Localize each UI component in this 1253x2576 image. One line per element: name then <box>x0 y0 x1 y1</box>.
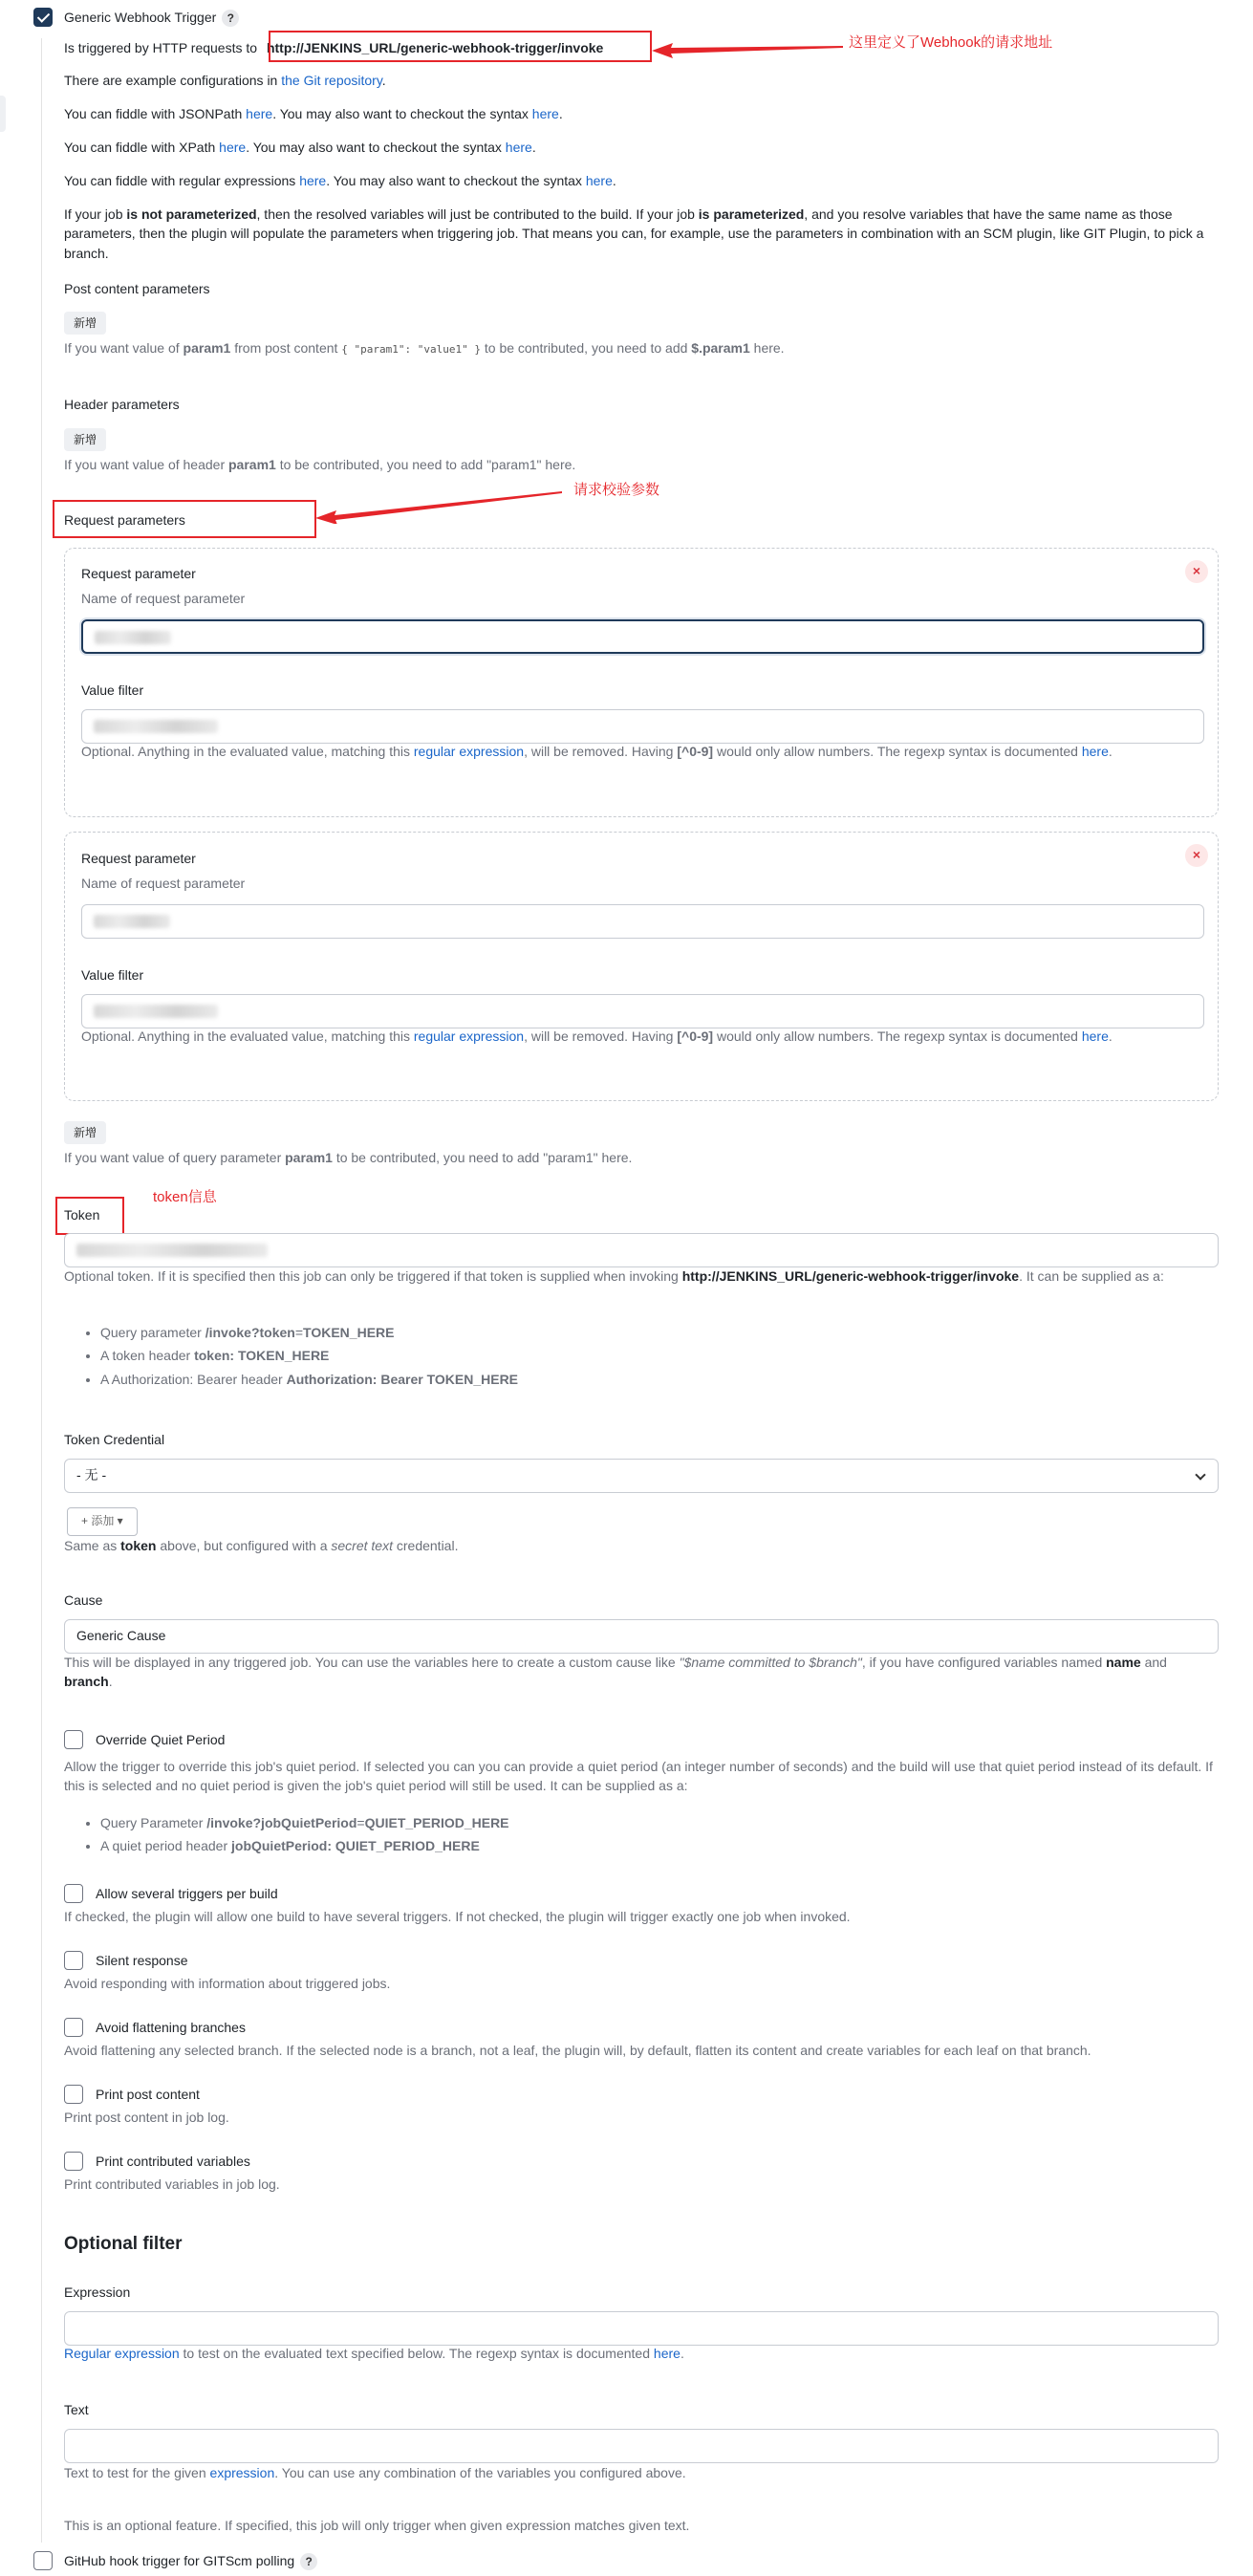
optional-filter-footer: This is an optional feature. If specified, this job will only trigger when given expression matches given text. <box>64 2518 690 2533</box>
cause-hint-branch: branch <box>64 1674 109 1690</box>
token-bullet-2-b: token: TOKEN_HERE <box>194 1348 330 1364</box>
token-bullet-3-a: A Authorization: Bearer header <box>100 1371 283 1387</box>
post-hint-4: here. <box>753 340 785 356</box>
param-desc-3: , and you resolve variables that have the same name as those parameters, then the plugin will populate the parameters when triggering job. That means you can, for example, use the parameters in combination with an SCM plugin, like GIT Plugin, to pick a branch. <box>64 206 1204 261</box>
silent-response-label[interactable]: Silent response <box>96 1953 188 1968</box>
remove-request-parameter-1-button[interactable]: × <box>1185 560 1208 583</box>
generic-webhook-trigger-checkbox[interactable] <box>33 8 53 27</box>
list-item <box>100 1323 518 1342</box>
examples-period: . <box>381 73 386 88</box>
request-parameter-block-2 <box>64 832 1219 1101</box>
cause-hint-and: and <box>1144 1655 1167 1670</box>
override-quiet-period-label[interactable]: Override Quiet Period <box>96 1732 226 1747</box>
post-content-label: Post content parameters <box>64 281 210 296</box>
token-credential-selected: - 无 - <box>76 1467 107 1483</box>
text-label: Text <box>64 2402 89 2417</box>
xpath-period: . <box>531 140 536 155</box>
token-label: Token <box>64 1207 100 1223</box>
cause-hint-1: This will be displayed in any triggered job. You can use the variables here to create a custom cause like <box>64 1655 676 1670</box>
help-icon[interactable]: ? <box>300 2553 317 2570</box>
regex-prefix: You can fiddle with regular expressions <box>64 173 296 188</box>
xpath-syntax-link[interactable]: here <box>505 140 532 155</box>
filter-hint-3: would only allow numbers. The regexp syntax is documented <box>716 744 1078 759</box>
regex-period: . <box>612 173 616 188</box>
quiet-period-methods-list <box>64 1813 509 1860</box>
filter-hint-2: , will be removed. Having <box>524 1028 674 1044</box>
expression-label: Expression <box>64 2284 131 2300</box>
print-contributed-variables-label[interactable]: Print contributed variables <box>96 2154 250 2169</box>
examples-prefix: There are example configurations in <box>64 73 278 88</box>
credential-hint-token: token <box>120 1538 157 1553</box>
xpath-prefix: You can fiddle with XPath <box>64 140 216 155</box>
request-params-add-button[interactable]: 新增 <box>64 1121 106 1144</box>
request-parameter-2-filter-label: Value filter <box>81 967 144 983</box>
token-credential-select[interactable] <box>64 1459 1219 1493</box>
header-params-add-button[interactable]: 新增 <box>64 428 106 451</box>
annotation-box-token <box>55 1197 124 1235</box>
filter-hint-period: . <box>1108 1028 1113 1044</box>
token-credential-hint <box>64 1536 1211 1555</box>
chevron-down-icon <box>1195 1469 1205 1480</box>
trigger-url: http://JENKINS_URL/generic-webhook-trigger/invoke <box>266 40 604 55</box>
redacted-value <box>94 1005 218 1018</box>
jsonpath-period: . <box>558 106 563 121</box>
annotation-arrow-request <box>315 486 564 524</box>
text-hint <box>64 2463 1211 2482</box>
regular-expression-link[interactable]: regular expression <box>413 744 525 759</box>
request-parameter-2-filter-input[interactable] <box>81 994 1204 1028</box>
silent-response-checkbox[interactable] <box>64 1951 83 1970</box>
token-methods-list <box>64 1323 518 1393</box>
post-hint-path: $.param1 <box>691 340 750 356</box>
trigger-url-prefix: Is triggered by HTTP requests to <box>64 40 258 55</box>
filter-hint-1: Optional. Anything in the evaluated value, matching this <box>81 744 410 759</box>
request-parameter-1-filter-input[interactable] <box>81 709 1204 744</box>
quiet-bullet-2-a: A quiet period header <box>100 1838 228 1854</box>
xpath-line <box>64 138 1211 157</box>
request-parameter-1-filter-hint <box>81 742 1209 761</box>
list-item <box>100 1813 509 1832</box>
override-quiet-period-hint: Allow the trigger to override this job's quiet period. If selected you can you can provide a quiet period (an integer number of seconds) and the build will use that quiet period instead of its default. If this is selected and no quiet period is given the job's quiet period will still be used. It can be supplied as a: <box>64 1759 1213 1794</box>
git-repository-link[interactable]: the Git repository <box>281 73 382 88</box>
request-parameter-1-name-input[interactable] <box>81 619 1204 654</box>
token-bullet-1-c: = <box>294 1325 304 1340</box>
request-params-hint <box>64 1148 1211 1167</box>
param-desc-2: , then the resolved variables will just be contributed to the build. If your job <box>256 206 695 222</box>
jsonpath-line <box>64 104 1211 123</box>
side-panel-tab <box>0 96 6 132</box>
cause-label: Cause <box>64 1592 103 1608</box>
token-bullet-1-a: Query parameter <box>100 1325 202 1340</box>
credential-hint-1: Same as <box>64 1538 118 1553</box>
token-credential-label: Token Credential <box>64 1432 165 1447</box>
expression-syntax-link[interactable]: here <box>653 2346 681 2361</box>
header-hint-1: If you want value of header <box>64 457 226 472</box>
quiet-bullet-1-c: = <box>356 1815 365 1830</box>
regular-expression-link[interactable]: regular expression <box>413 1028 525 1044</box>
request-hint-1: If you want value of query parameter <box>64 1150 282 1165</box>
filter-hint-1: Optional. Anything in the evaluated value, matching this <box>81 1028 410 1044</box>
request-parameter-1-name-label: Name of request parameter <box>81 591 246 606</box>
token-hint-url: http://JENKINS_URL/generic-webhook-trigger/invoke <box>681 1268 1020 1284</box>
avoid-flattening-hint: Avoid flattening any selected branch. If the selected node is a branch, not a leaf, the plugin will, by default, flatten its content and create variables for each leaf on that branch. <box>64 2043 1091 2058</box>
header-hint-2: to be contributed, you need to add "param1" here. <box>279 457 576 472</box>
filter-hint-2: , will be removed. Having <box>524 744 674 759</box>
token-hint-2: . It can be supplied as a: <box>1019 1268 1164 1284</box>
request-hint-2: to be contributed, you need to add "param1" here. <box>335 1150 633 1165</box>
filter-hint-3: would only allow numbers. The regexp syntax is documented <box>716 1028 1078 1044</box>
post-hint-param: param1 <box>183 340 231 356</box>
token-input[interactable] <box>64 1233 1219 1267</box>
generic-webhook-trigger-title <box>64 8 239 27</box>
annotation-box-request <box>53 500 316 538</box>
param-desc-1: If your job <box>64 206 123 222</box>
regular-expression-link[interactable]: Regular expression <box>64 2346 180 2361</box>
cause-hint <box>64 1653 1216 1692</box>
github-hook-trigger-checkbox[interactable] <box>33 2551 53 2570</box>
expression-hint <box>64 2344 1211 2363</box>
expr-hint-end: . <box>680 2346 684 2361</box>
regex-syntax-text: . You may also want to checkout the syntax <box>326 173 582 188</box>
examples-line <box>64 71 1211 90</box>
filter-hint-period: . <box>1108 744 1113 759</box>
header-params-hint <box>64 455 1211 474</box>
request-parameter-2-name-label: Name of request parameter <box>81 876 246 891</box>
header-params-label: Header parameters <box>64 397 180 412</box>
print-contributed-variables-checkbox[interactable] <box>64 2152 83 2171</box>
list-item <box>100 1370 518 1389</box>
xpath-syntax-text: . You may also want to checkout the syntax <box>246 140 502 155</box>
annotation-arrow-url <box>652 34 843 63</box>
regex-line <box>64 171 1211 190</box>
allow-several-triggers-label[interactable]: Allow several triggers per build <box>96 1886 278 1901</box>
jsonpath-prefix: You can fiddle with JSONPath <box>64 106 243 121</box>
avoid-flattening-label[interactable]: Avoid flattening branches <box>96 2020 246 2035</box>
credential-hint-3: credential. <box>396 1538 459 1553</box>
redacted-value <box>76 1244 268 1257</box>
post-hint-code: { "param1": "value1" } <box>341 343 481 356</box>
jsonpath-syntax-link[interactable]: here <box>531 106 559 121</box>
override-quiet-period-checkbox[interactable] <box>64 1730 83 1749</box>
regex-syntax-link[interactable]: here <box>585 173 613 188</box>
regex-here-link[interactable]: here <box>299 173 327 188</box>
cause-input[interactable]: Generic Cause <box>64 1619 1219 1654</box>
post-hint-2: from post content <box>234 340 338 356</box>
optional-filter-heading: Optional filter <box>64 2234 183 2254</box>
post-hint-1: If you want value of <box>64 340 180 356</box>
token-hint <box>64 1266 1216 1286</box>
cause-hint-2: , if you have configured variables named <box>861 1655 1103 1670</box>
token-bullet-1-b: /invoke?token <box>205 1325 295 1340</box>
cause-hint-name: name <box>1106 1655 1141 1670</box>
print-post-content-hint: Print post content in job log. <box>64 2110 229 2125</box>
allow-several-triggers-checkbox[interactable] <box>64 1884 83 1903</box>
section-indent-rule <box>41 38 42 2543</box>
quiet-bullet-2-b: jobQuietPeriod: QUIET_PERIOD_HERE <box>231 1838 480 1854</box>
request-parameter-2-title: Request parameter <box>81 851 196 866</box>
request-parameter-2-name-input[interactable] <box>81 904 1204 939</box>
github-hook-label[interactable]: GitHub hook trigger for GITScm polling <box>64 2553 295 2568</box>
annotation-box-url <box>266 31 652 62</box>
request-parameter-1-filter-label: Value filter <box>81 682 144 698</box>
param-desc-bold-2: is parameterized <box>698 206 805 222</box>
text-hint-2: . You can use any combination of the variables you configured above. <box>274 2465 686 2480</box>
annotation-request-note: 请求校验参数 <box>573 482 660 498</box>
post-hint-3: to be contributed, you need to add <box>484 340 688 356</box>
redacted-value <box>94 915 170 928</box>
filter-hint-bold: [^0-9] <box>677 1028 714 1044</box>
silent-response-hint: Avoid responding with information about triggered jobs. <box>64 1976 391 1991</box>
token-bullet-2-a: A token header <box>100 1348 191 1364</box>
quiet-bullet-1-b: /invoke?jobQuietPeriod <box>206 1815 357 1830</box>
request-hint-param: param1 <box>285 1150 333 1165</box>
post-content-add-button[interactable]: 新增 <box>64 312 106 335</box>
expression-input[interactable] <box>64 2311 1219 2346</box>
text-hint-1: Text to test for the given <box>64 2465 206 2480</box>
token-bullet-1-d: TOKEN_HERE <box>303 1325 395 1340</box>
help-icon[interactable]: ? <box>222 10 239 27</box>
allow-several-triggers-hint: If checked, the plugin will allow one build to have several triggers. If not checked, the plugin will trigger exactly one job when invoked. <box>64 1909 851 1924</box>
avoid-flattening-checkbox[interactable] <box>64 2018 83 2037</box>
quiet-bullet-1-d: QUIET_PERIOD_HERE <box>364 1815 509 1830</box>
jsonpath-here-link[interactable]: here <box>246 106 273 121</box>
token-bullet-3-b: Authorization: Bearer TOKEN_HERE <box>286 1371 519 1387</box>
annotation-url-note: 这里定义了Webhook的请求地址 <box>849 34 1053 51</box>
print-post-content-checkbox[interactable] <box>64 2085 83 2104</box>
remove-request-parameter-2-button[interactable]: × <box>1185 844 1208 867</box>
param-desc-bold-1: is not parameterized <box>126 206 257 222</box>
redacted-value <box>95 631 171 644</box>
xpath-here-link[interactable]: here <box>219 140 247 155</box>
redacted-value <box>94 720 218 733</box>
regexp-syntax-link[interactable]: here <box>1081 744 1109 759</box>
filter-hint-bold: [^0-9] <box>677 744 714 759</box>
annotation-token-note: token信息 <box>153 1189 217 1205</box>
credential-hint-2: above, but configured with a <box>160 1538 328 1553</box>
cause-hint-example: "$name committed to $branch" <box>679 1655 862 1670</box>
request-parameter-2-filter-hint <box>81 1027 1209 1046</box>
expression-link[interactable]: expression <box>209 2465 275 2480</box>
print-contributed-variables-hint: Print contributed variables in job log. <box>64 2176 280 2192</box>
add-credential-dropdown-button[interactable]: + 添加 ▾ <box>67 1507 138 1536</box>
quiet-bullet-1-a: Query Parameter <box>100 1815 204 1830</box>
text-input[interactable] <box>64 2429 1219 2463</box>
list-item <box>100 1346 518 1365</box>
expr-hint-text: to test on the evaluated text specified below. The regexp syntax is documented <box>183 2346 651 2361</box>
request-params-label: Request parameters <box>64 512 185 528</box>
jsonpath-syntax-text: . You may also want to checkout the syntax <box>272 106 529 121</box>
credential-hint-secret: secret text <box>331 1538 393 1553</box>
cause-hint-end: . <box>108 1674 113 1690</box>
trigger-title-text: Generic Webhook Trigger <box>64 10 217 25</box>
print-post-content-label[interactable]: Print post content <box>96 2087 200 2102</box>
request-parameter-1-title: Request parameter <box>81 566 196 581</box>
parameterized-description <box>64 205 1207 263</box>
token-hint-1: Optional token. If it is specified then this job can only be triggered if that token is supplied when invoking <box>64 1268 679 1284</box>
github-hook-trigger-title <box>64 2551 317 2570</box>
list-item <box>100 1836 509 1855</box>
post-content-hint <box>64 338 1211 357</box>
regexp-syntax-link[interactable]: here <box>1081 1028 1109 1044</box>
header-hint-param: param1 <box>228 457 276 472</box>
